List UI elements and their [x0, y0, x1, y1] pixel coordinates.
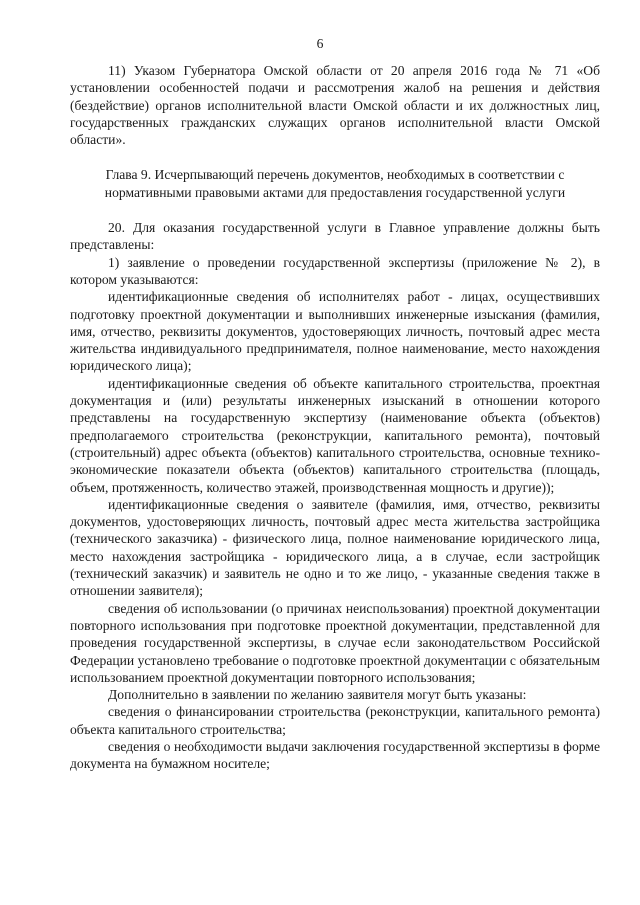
- paragraph-item-11: 11) Указом Губернатора Омской области от 20 апреля 2016 года № 71 «Об установлении особенностей подачи и рассмотрения жалоб на решения и действия (бездействие) органов исполнительной власти Омской области и их должностных лиц, государственных гражданских служащих органов исполнительной власти Омской области».: [70, 63, 600, 148]
- paragraph-object: идентификационные сведения об объекте капитального строительства, проектная документация и (или) результаты инженерных изысканий в отношении которого представлены на государственную экспертизу (наименование объекта (объектов) предполагаемого строительства (реконструкции, капитального ремонта), почтовый (строительный) адрес объекта (объектов) капитального строительства, основные технико-экономические показатели объекта (объектов) капитального строительства (площадь, объем, протяженность, количество этажей, производственная мощность и другие));: [70, 375, 600, 495]
- paragraph-paper: сведения о необходимости выдачи заключения государственной экспертизы в форме документа на бумажном носителе;: [70, 738, 600, 772]
- paragraph-20: 20. Для оказания государственной услуги в Главное управление должны быть представлены:: [70, 220, 600, 253]
- paragraph-20-1: 1) заявление о проведении государственной экспертизы (приложение № 2), в котором указываются:: [70, 254, 600, 287]
- paragraph-reuse: сведения об использовании (о причинах неиспользования) проектной документации повторного использования при подготовке проектной документации, представленной для проведения государственной экспертизы, в случае если законодательством Российской Федерации установлено требование о подготовке проектной документации с обязательным использованием проектной документации повторного использования;: [70, 600, 600, 685]
- paragraph-financing: сведения о финансировании строительства (реконструкции, капитального ремонта) объекта капитального строительства;: [70, 704, 600, 737]
- paragraph-optional-intro: Дополнительно в заявлении по желанию заявителя могут быть указаны:: [108, 687, 527, 703]
- paragraph-executors: идентификационные сведения об исполнителях работ - лицах, осуществивших подготовку проектной документации и выполнивших инженерные изыскания (фамилия, имя, отчество, реквизиты документов, удостоверяющих личность, почтовый адрес места жительства индивидуального предпринимателя, полное наименование, место нахождения юридического лица);: [70, 289, 600, 374]
- paragraph-applicant: идентификационные сведения о заявителе (фамилия, имя, отчество, реквизиты документов, удостоверяющих личность, почтовый адрес места жительства застройщика (технического заказчика) - физического лица, полное наименование юридического лица, место нахождения застройщика - юридического лица, а в случае, если застройщик (технический заказчик) и заявитель не одно и то же лицо, - указанные сведения также в отношении заявителя);: [70, 496, 600, 599]
- chapter-heading: Глава 9. Исчерпывающий перечень документов, необходимых в соответствии с нормативными правовыми актами для предоставления государственной услуги: [104, 167, 566, 200]
- document-body: [70, 62, 600, 773]
- page-number: 6: [316, 36, 324, 51]
